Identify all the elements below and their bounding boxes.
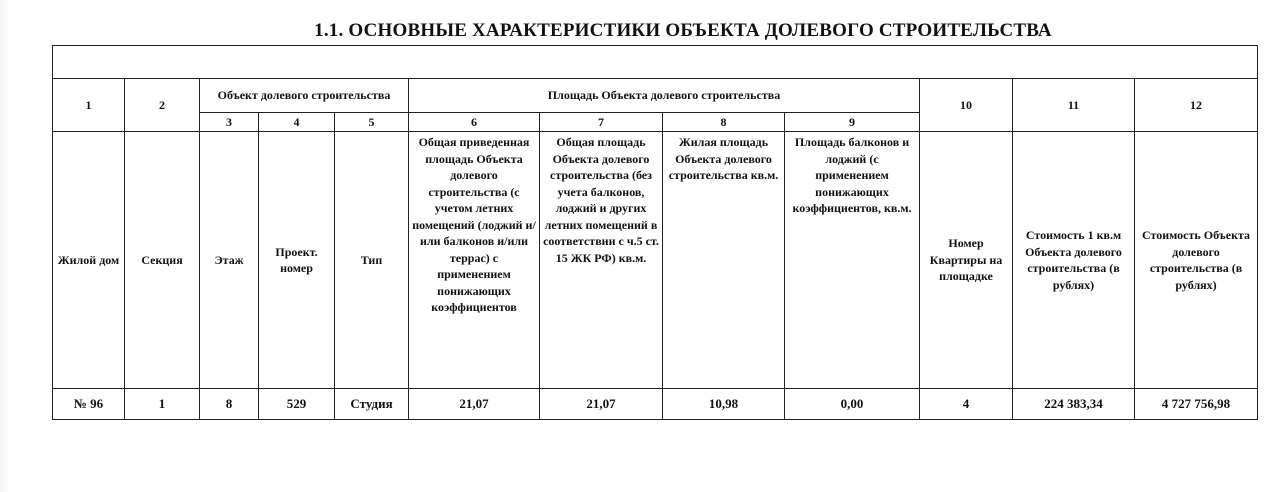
col-number-10: 10 <box>920 79 1013 132</box>
col-number-4: 4 <box>259 113 335 132</box>
cell-total-area: 21,07 <box>540 389 663 420</box>
col-number-12: 12 <box>1135 79 1258 132</box>
group-header-object: Объект долевого строительства <box>200 79 409 113</box>
header-house: Жилой дом <box>53 132 125 389</box>
table-description-row <box>53 132 1258 389</box>
cell-total-reduced-area: 21,07 <box>409 389 540 420</box>
cell-living-area: 10,98 <box>663 389 785 420</box>
cell-apartment-number: 4 <box>920 389 1013 420</box>
header-project-number: Проект. номер <box>259 132 335 389</box>
col-number-7: 7 <box>540 113 663 132</box>
characteristics-table <box>52 45 1258 420</box>
cell-type: Студия <box>335 389 409 420</box>
header-apartment-number: Номер Квартиры на площадке <box>920 132 1013 389</box>
page-edge <box>0 0 10 492</box>
header-type: Тип <box>335 132 409 389</box>
col-number-2: 2 <box>125 79 200 132</box>
col-number-3: 3 <box>200 113 259 132</box>
header-living-area: Жилая площадь Объекта долевого строительства кв.м. <box>663 132 785 389</box>
table-header-row <box>53 79 1258 113</box>
cell-project-number: 529 <box>259 389 335 420</box>
header-price-per-sqm: Стоимость 1 кв.м Объекта долевого строительства (в рублях) <box>1013 132 1135 389</box>
col-number-1: 1 <box>53 79 125 132</box>
col-number-6: 6 <box>409 113 540 132</box>
cell-floor: 8 <box>200 389 259 420</box>
col-number-11: 11 <box>1013 79 1135 132</box>
table-row <box>53 389 1258 420</box>
header-total-price: Стоимость Объекта долевого строительства (в рублях) <box>1135 132 1258 389</box>
col-number-5: 5 <box>335 113 409 132</box>
header-total-area: Общая площадь Объекта долевого строительства (без учета балконов, лоджий и других летних помещений в соответствии с ч.5 ст. 15 ЖК РФ) кв.м. <box>540 132 663 389</box>
header-floor: Этаж <box>200 132 259 389</box>
group-header-area: Площадь Объекта долевого строительства <box>409 79 920 113</box>
document-title: 1.1. ОСНОВНЫЕ ХАРАКТЕРИСТИКИ ОБЪЕКТА ДОЛЕВОГО СТРОИТЕЛЬСТВА <box>314 20 1052 41</box>
cell-balcony-area: 0,00 <box>785 389 920 420</box>
header-balcony-area: Площадь балконов и лоджий (с применением понижающих коэффициентов, кв.м. <box>785 132 920 389</box>
col-number-8: 8 <box>663 113 785 132</box>
cell-section: 1 <box>125 389 200 420</box>
col-number-9: 9 <box>785 113 920 132</box>
blank-cell <box>53 46 1258 79</box>
header-total-reduced-area: Общая приведенная площадь Объекта долевого строительства (с учетом летних помещений (лоджий и/или балконов и/или террас) с применением понижающих коэффициентов <box>409 132 540 389</box>
table-blank-row <box>53 46 1258 79</box>
cell-house: № 96 <box>53 389 125 420</box>
cell-total-price: 4 727 756,98 <box>1135 389 1258 420</box>
header-section: Секция <box>125 132 200 389</box>
cell-price-per-sqm: 224 383,34 <box>1013 389 1135 420</box>
